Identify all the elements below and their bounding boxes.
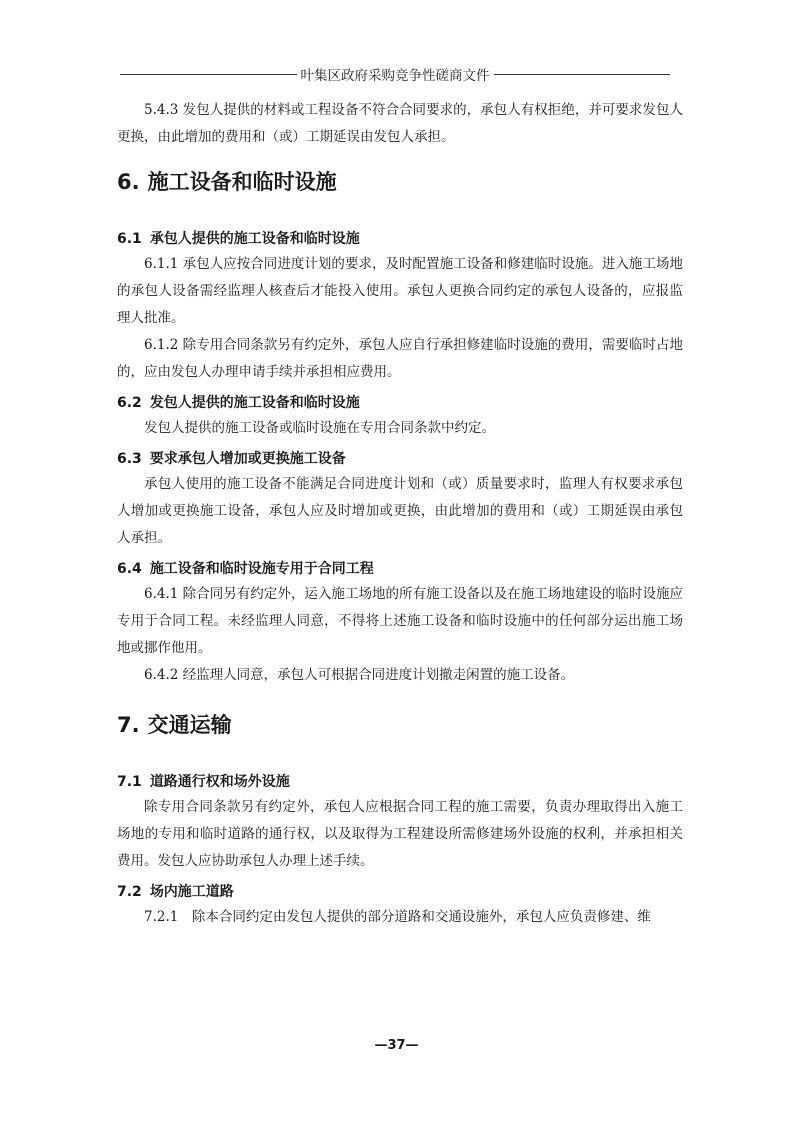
subsection-title: 场内施工道路 [149,884,234,900]
section-number: 7. [117,713,140,737]
page-number: —37— [374,1038,419,1053]
subsection-title: 施工设备和临时设施专用于合同工程 [149,561,374,577]
section-heading-7 [117,709,683,741]
subsection-number: 7.1 [117,774,142,790]
subsection-title: 要求承包人增加或更换施工设备 [149,451,346,467]
subsection-number: 7.2 [117,884,142,900]
subsection-title: 道路通行权和场外设施 [149,774,290,790]
section-title: 交通运输 [147,713,232,737]
subsection-number: 6.2 [117,395,142,411]
subsection-number: 6.1 [117,231,142,247]
header-rule-left [120,74,297,75]
paragraph-6-1-1: 6.1.1 承包人应按合同进度计划的要求，及时配置施工设备和修建临时设施。进入施工场地的承包人设备需经监理人核查后才能投入使用。承包人更换合同约定的承包人设备的，应报监理人批准。 [117,256,683,326]
subsection-heading-6-4 [117,557,683,581]
section-title: 施工设备和临时设施 [147,170,337,194]
paragraph-6-4-2: 6.4.2 经监理人同意，承包人可根据合同进度计划撤走闲置的施工设备。 [144,667,575,683]
subsection-heading-6-3 [117,447,683,471]
subsection-heading-7-1 [117,770,683,794]
paragraph-6-2: 发包人提供的施工设备或临时设施在专用合同条款中约定。 [144,420,495,436]
paragraph-7-1: 除专用合同条款另有约定外，承包人应根据合同工程的施工需要，负责办理取得出入施工场地的专用和临时道路的通行权，以及取得为工程建设所需修建场外设施的权利，并承担相关费用。发包人应协助承包人办理上述手续。 [117,799,683,869]
subsection-heading-6-2 [117,391,683,415]
subsection-number: 6.4 [117,561,142,577]
paragraph-6-4-1: 6.4.1 除合同另有约定外，运入施工场地的所有施工设备以及在施工场地建设的临时设施应专用于合同工程。未经监理人同意，不得将上述施工设备和临时设施中的任何部分运出施工场地或挪作他用。 [117,586,683,656]
subsection-title: 承包人提供的施工设备和临时设施 [149,231,360,247]
subsection-number: 6.3 [117,451,142,467]
paragraph-7-2-1: 7.2.1 除本合同约定由发包人提供的部分道路和交通设施外，承包人应负责修建、维 [144,909,651,925]
header-title: 叶集区政府采购竞争性磋商文件 [300,68,490,84]
header-rule-right [494,74,671,75]
page-content [117,97,683,931]
subsection-heading-6-1 [117,227,683,251]
section-heading-6 [117,166,683,198]
page-header [120,64,670,84]
paragraph-6-1-2: 6.1.2 除专用合同条款另有约定外，承包人应自行承担修建临时设施的费用，需要临时占地的，应由发包人办理申请手续并承担相应费用。 [117,337,683,380]
section-number: 6. [117,170,140,194]
paragraph-5-4-3: 5.4.3 发包人提供的材料或工程设备不符合合同要求的，承包人有权拒绝，并可要求发包人更换，由此增加的费用和（或）工期延误由发包人承担。 [117,102,683,145]
subsection-title: 发包人提供的施工设备和临时设施 [149,395,360,411]
paragraph-6-3: 承包人使用的施工设备不能满足合同进度计划和（或）质量要求时，监理人有权要求承包人增加或更换施工设备，承包人应及时增加或更换，由此增加的费用和（或）工期延误由承包人承担。 [117,476,683,546]
subsection-heading-7-2 [117,880,683,904]
